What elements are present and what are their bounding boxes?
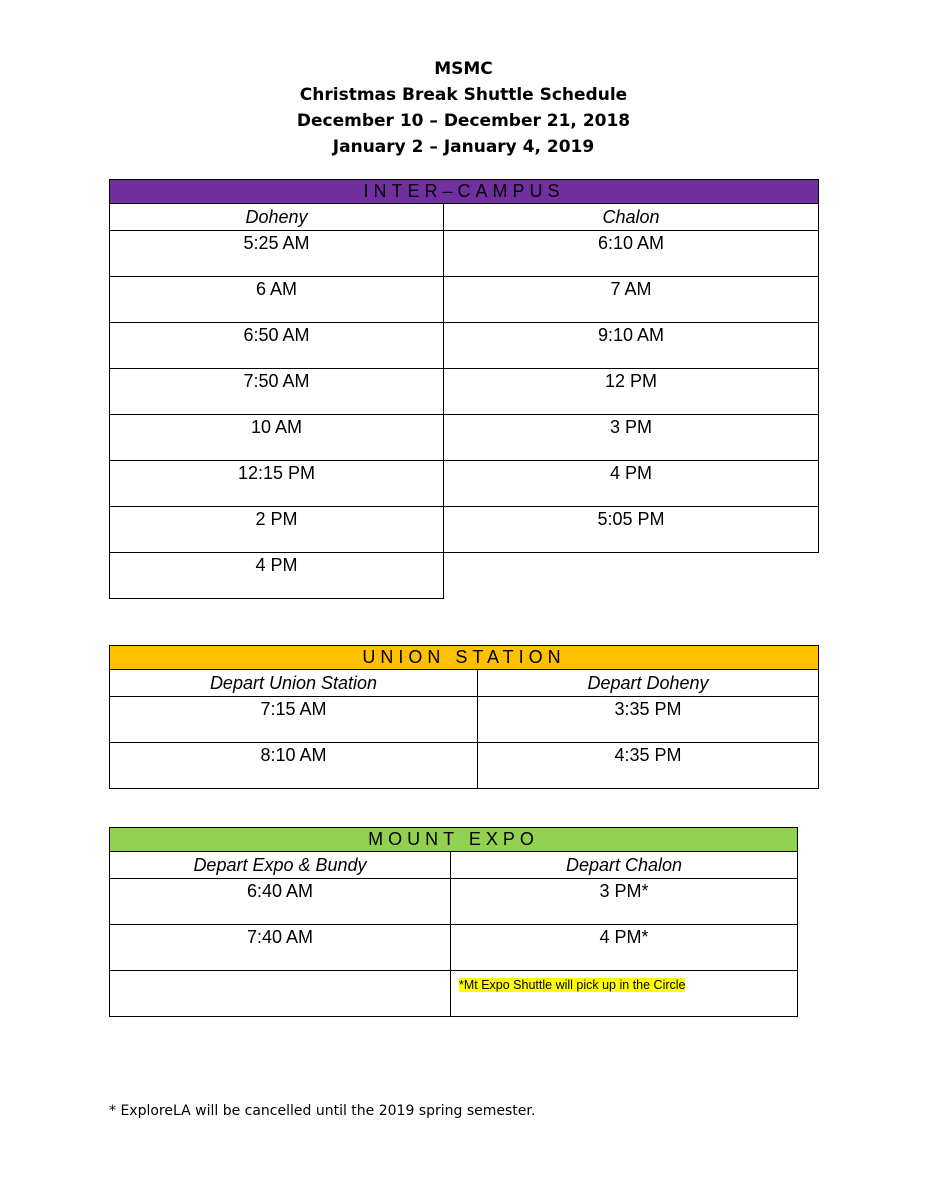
date-range-2: January 2 – January 4, 2019 bbox=[332, 137, 595, 157]
footnote: * ExploreLA will be cancelled until the 2019 spring semester. bbox=[109, 1103, 536, 1119]
schedule-title: Christmas Break Shuttle Schedule bbox=[299, 85, 628, 105]
doheny-depart-time: 3:35 PM bbox=[478, 697, 819, 743]
doheny-time: 4 PM bbox=[110, 553, 444, 599]
union-station-time: 8:10 AM bbox=[110, 743, 478, 789]
chalon-time: 3 PM bbox=[444, 415, 819, 461]
chalon-depart-time: 3 PM* bbox=[451, 879, 798, 925]
union-station-time: 7:15 AM bbox=[110, 697, 478, 743]
doheny-time: 7:50 AM bbox=[110, 369, 444, 415]
union-station-banner: UNION STATION bbox=[110, 646, 819, 670]
chalon-time: 4 PM bbox=[444, 461, 819, 507]
mount-expo-banner: MOUNT EXPO bbox=[110, 828, 798, 852]
org-title: MSMC bbox=[434, 59, 493, 79]
doheny-time: 6:50 AM bbox=[110, 323, 444, 369]
doheny-time: 12:15 PM bbox=[110, 461, 444, 507]
doheny-time: 6 AM bbox=[110, 277, 444, 323]
mount-expo-table bbox=[109, 827, 798, 1017]
expo-bundy-time bbox=[110, 971, 451, 1017]
date-range-1: December 10 – December 21, 2018 bbox=[296, 111, 631, 131]
chalon-time: 12 PM bbox=[444, 369, 819, 415]
inter-campus-banner: INTER–CAMPUS bbox=[110, 180, 819, 204]
expo-bundy-time: 6:40 AM bbox=[110, 879, 451, 925]
union-station-table bbox=[109, 645, 819, 789]
pickup-note-cell bbox=[451, 971, 798, 1017]
chalon-time: 9:10 AM bbox=[444, 323, 819, 369]
doheny-depart-time: 4:35 PM bbox=[478, 743, 819, 789]
chalon-depart-time: 4 PM* bbox=[451, 925, 798, 971]
empty-cell bbox=[444, 553, 819, 599]
chalon-time: 6:10 AM bbox=[444, 231, 819, 277]
pickup-note: *Mt Expo Shuttle will pick up in the Circle bbox=[459, 978, 686, 992]
depart-chalon-header: Depart Chalon bbox=[451, 852, 798, 879]
doheny-time: 2 PM bbox=[110, 507, 444, 553]
inter-campus-table bbox=[109, 179, 819, 599]
expo-bundy-time: 7:40 AM bbox=[110, 925, 451, 971]
doheny-column-header: Doheny bbox=[110, 204, 444, 231]
depart-union-station-header: Depart Union Station bbox=[110, 670, 478, 697]
doheny-time: 5:25 AM bbox=[110, 231, 444, 277]
doheny-time: 10 AM bbox=[110, 415, 444, 461]
depart-doheny-header: Depart Doheny bbox=[478, 670, 819, 697]
chalon-column-header: Chalon bbox=[444, 204, 819, 231]
chalon-time: 5:05 PM bbox=[444, 507, 819, 553]
chalon-time: 7 AM bbox=[444, 277, 819, 323]
depart-expo-bundy-header: Depart Expo & Bundy bbox=[110, 852, 451, 879]
document-header bbox=[0, 56, 927, 160]
